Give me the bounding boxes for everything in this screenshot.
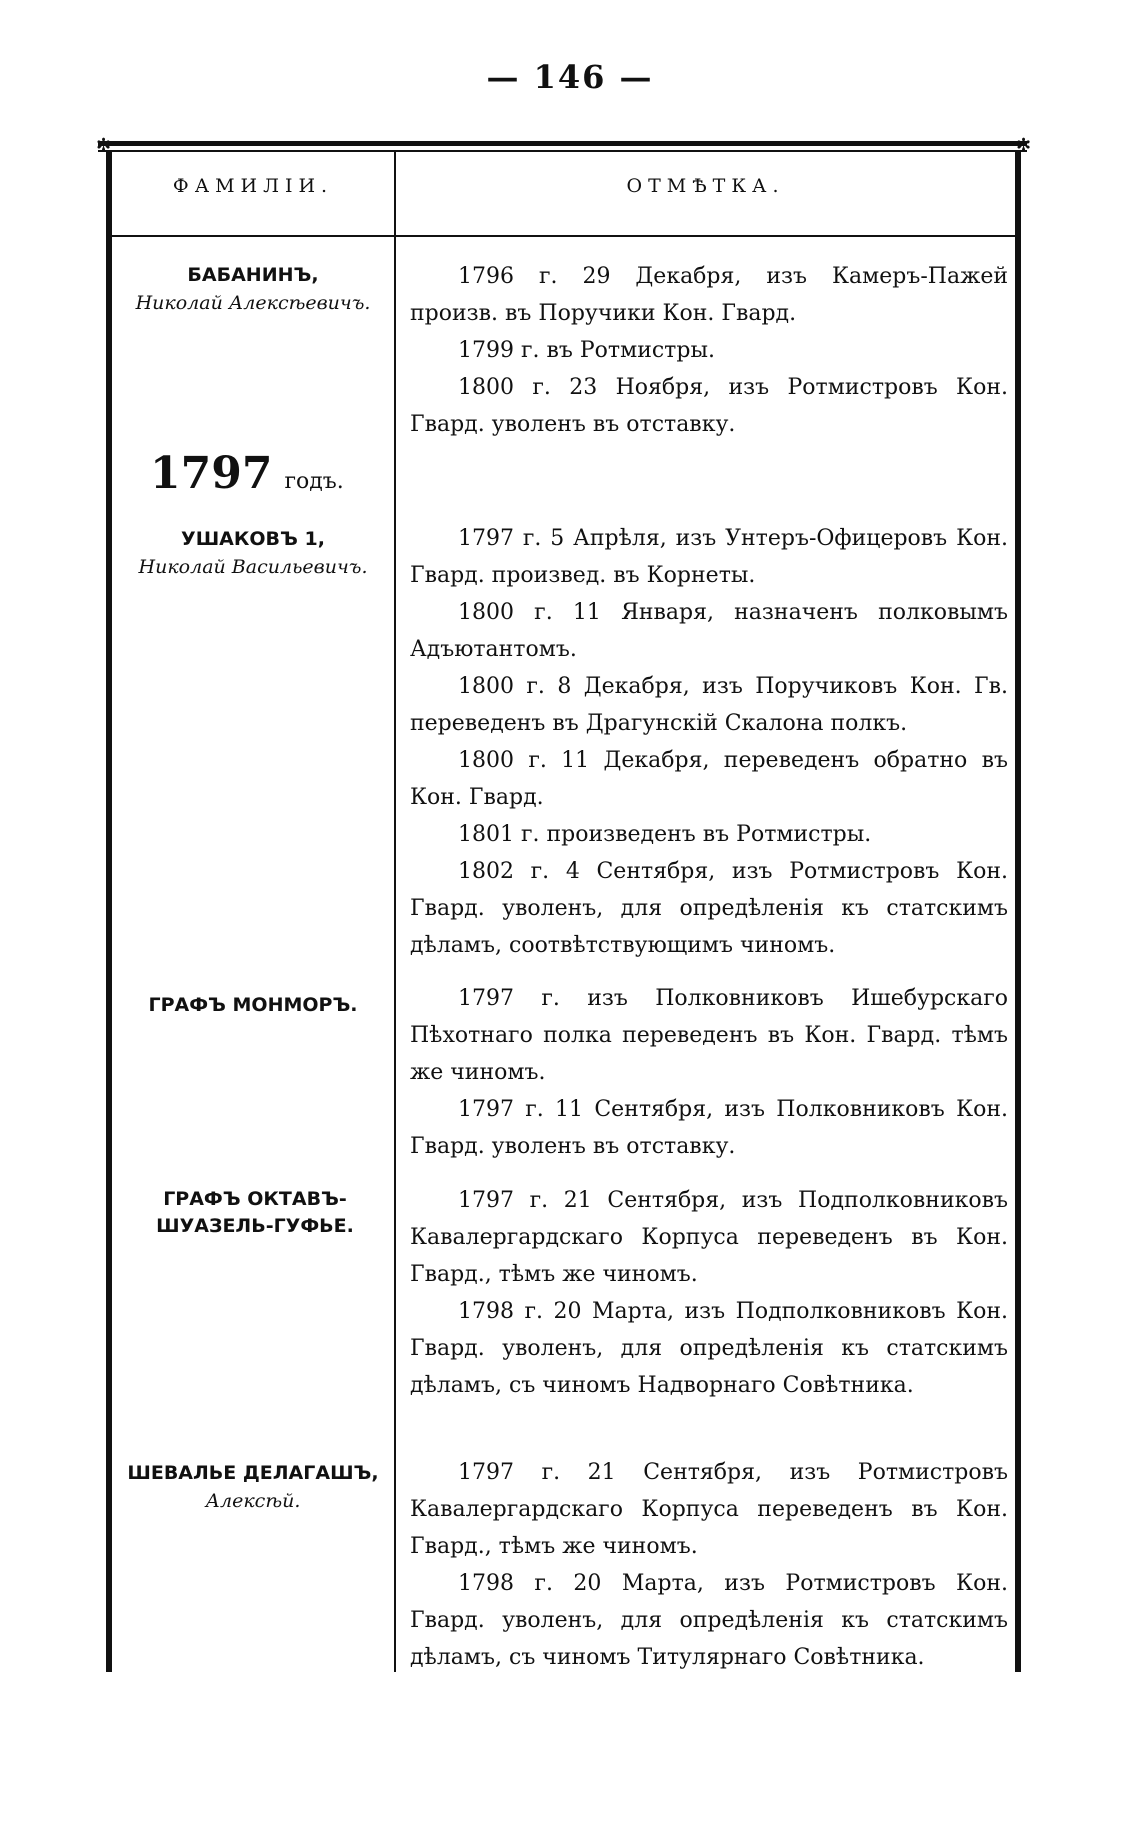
entry-notes [410,1182,1008,1404]
entry-surname: ГРАФЪ ОКТАВЪ-ШУАЗЕЛЬ-ГУФЬЕ. [156,1188,354,1237]
column-header-notes: ОТМѢТКА. [626,175,785,197]
entry-name-block [130,1186,380,1240]
ornament-icon: ✻ [96,135,112,156]
entry-name-block [112,526,394,581]
entry-notes [410,980,1008,1165]
header-divider [108,235,1019,237]
note-paragraph: 1800 г. 11 Декабря, переведенъ обратно въ Кон. Гвард. [410,748,1008,810]
table-left-border [106,152,112,1672]
entry-notes [410,258,1008,443]
note-paragraph: 1800 г. 23 Ноября, изъ Ротмистровъ Кон. Гвард. уволенъ въ отставку. [410,375,1008,437]
table-top-rule-thin [98,150,1027,152]
entry-name-block [112,992,394,1019]
note-paragraph: 1799 г. въ Ротмистры. [458,338,715,363]
note-paragraph: 1797 г. 21 Сентября, изъ Подполковниковъ Кавалергардскаго Корпуса переведенъ въ Кон. Гвард., тѣмъ же чиномъ. [410,1188,1008,1287]
entry-surname: ГРАФЪ МОНМОРЪ. [148,994,358,1016]
entry-given-name: Николай Васильевичъ. [138,556,368,578]
entry-given-name: Николай Алексѣевичъ. [135,292,371,314]
note-paragraph: 1801 г. произведенъ въ Ротмистры. [458,822,872,847]
entry-surname: БАБАНИНЪ, [187,264,319,286]
table-top-rule [98,141,1027,146]
note-paragraph: 1797 г. 11 Сентября, изъ Полковниковъ Кон. Гвард. уволенъ въ отставку. [410,1097,1008,1159]
note-paragraph: 1798 г. 20 Марта, изъ Подполковниковъ Кон. Гвард. уволенъ, для опредѣленія къ статскимъ дѣламъ, съ чиномъ Надворнаго Совѣтника. [410,1299,1008,1398]
note-paragraph: 1796 г. 29 Декабря, изъ Камеръ-Пажей произв. въ Поручики Кон. Гвард. [410,264,1008,326]
entry-surname: УШАКОВЪ 1, [181,528,325,550]
note-paragraph: 1800 г. 8 Декабря, изъ Поручиковъ Кон. Гв. переведенъ въ Драгунскій Скалона полкъ. [410,674,1008,736]
note-paragraph: 1798 г. 20 Марта, изъ Ротмистровъ Кон. Гвард. уволенъ, для опредѣленія къ статскимъ дѣламъ, съ чиномъ Титулярнаго Совѣтника. [410,1571,1008,1670]
column-header-names: ФАМИЛІИ. [172,175,334,197]
entry-notes [410,1454,1008,1676]
column-divider [394,152,396,1672]
year-word: годъ. [284,469,344,494]
note-paragraph: 1797 г. изъ Полковниковъ Ишебурскаго Пѣхотнаго полка переведенъ въ Кон. Гвард. тѣмъ же чиномъ. [410,986,1008,1085]
page-number: — 146 — [486,58,654,96]
ornament-icon: ✻ [1016,135,1032,156]
note-paragraph: 1797 г. 21 Сентября, изъ Ротмистровъ Кавалергардскаго Корпуса переведенъ въ Кон. Гвард., тѣмъ же чиномъ. [410,1460,1008,1559]
entry-surname: ШЕВАЛЬЕ ДЕЛАГАШЪ, [127,1462,379,1484]
year-heading [150,448,344,499]
entry-name-block [112,1460,394,1515]
entry-name-block [112,262,394,317]
entry-notes [410,520,1008,964]
note-paragraph: 1800 г. 11 Января, назначенъ полковымъ Адъютантомъ. [410,600,1008,662]
note-paragraph: 1797 г. 5 Апрѣля, изъ Унтеръ-Офицеровъ Кон. Гвард. произвед. въ Корнеты. [410,526,1008,588]
note-paragraph: 1802 г. 4 Сентября, изъ Ротмистровъ Кон. Гвард. уволенъ, для опредѣленія къ статскимъ дѣламъ, соотвѣтствующимъ чиномъ. [410,859,1008,958]
entry-given-name: Алексѣй. [205,1490,301,1512]
year-number: 1797 [150,448,273,499]
table-right-border [1015,152,1021,1672]
